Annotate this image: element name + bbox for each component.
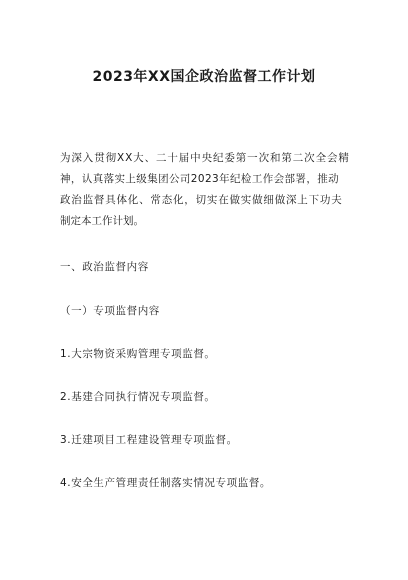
list-item: 4.安全生产管理责任制落实情况专项监督。	[60, 477, 272, 489]
subsection-heading: （一）专项监督内容	[60, 305, 160, 317]
document-title: 2023年XX国企政治监督工作计划	[92, 69, 316, 85]
intro-line: 政治监督具体化、常态化，切实在做实做细做深上下功夫	[60, 194, 343, 206]
intro-line: 神，认真落实上级集团公司2023年纪检工作会部署，推动	[60, 173, 340, 185]
list-item: 1.大宗物资采购管理专项监督。	[60, 348, 216, 360]
intro-line: 制定本工作计划。	[60, 215, 144, 227]
intro-paragraph	[60, 148, 356, 232]
list-item: 3.迁建项目工程建设管理专项监督。	[60, 434, 238, 446]
list-item: 2.基建合同执行情况专项监督。	[60, 391, 216, 403]
intro-line: 为深入贯彻XX大、二十届中央纪委第一次和第二次全会精	[60, 152, 350, 164]
section-heading: 一、政治监督内容	[60, 261, 149, 273]
